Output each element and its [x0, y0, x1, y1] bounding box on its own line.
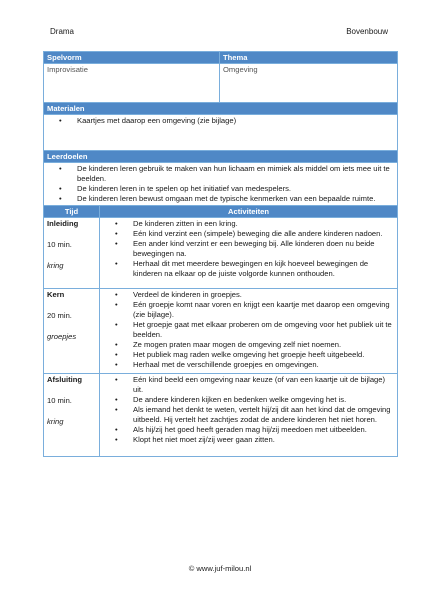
phase-form: kring — [47, 417, 64, 426]
phase-name: Kern — [47, 290, 65, 299]
header-subject: Drama — [50, 27, 75, 36]
phase-duration: 10 min. — [47, 240, 72, 249]
thema-label: Thema — [220, 52, 398, 64]
list-item: • Kaartjes met daarop een omgeving (zie bijlage) — [47, 116, 394, 126]
activity-header-row — [44, 206, 398, 218]
materialen-label: Materialen — [44, 103, 398, 115]
phase-form: groepjes — [47, 332, 77, 341]
list-item: • Herhaal dit met meerdere bewegingen en kijk hoeveel bewegingen de kinderen na elkaar op de juiste volgorde kunnen onthouden. — [103, 259, 394, 279]
list-item: • Herhaal met de verschillende groepjes en omgevingen. — [103, 360, 394, 370]
materialen-list — [47, 116, 394, 126]
spelvorm-value: Improvisatie — [44, 64, 220, 103]
list-item: • Eén groepje komt naar voren en krijgt een kaartje met daarop een omgeving (zie bijlage). — [103, 300, 394, 320]
footer-copyright: © www.juf-milou.nl — [188, 564, 252, 573]
activiteiten-column-header: Activiteiten — [100, 206, 398, 218]
thema-value: Omgeving — [220, 64, 398, 103]
list-item: • De kinderen zitten in een kring. — [103, 219, 394, 229]
phase-row-afsluiting — [44, 374, 398, 457]
list-item: • De andere kinderen kijken en bedenken welke omgeving het is. — [103, 395, 394, 405]
phase-time-cell — [44, 289, 100, 374]
list-item: • Het groepje gaat met elkaar proberen om de omgeving voor het publiek uit te beelden. — [103, 320, 394, 340]
leerdoelen-row — [44, 163, 398, 206]
lesson-plan-table — [43, 51, 398, 457]
phase-time-cell — [44, 218, 100, 289]
spelvorm-thema-header-row — [44, 52, 398, 64]
materialen-row — [44, 115, 398, 151]
phase-row-inleiding — [44, 218, 398, 289]
list-item: • Ze mogen praten maar mogen de omgeving zelf niet noemen. — [103, 340, 394, 350]
list-item: • Eén kind verzint een (simpele) beweging die alle andere kinderen nadoen. — [103, 229, 394, 239]
list-item: • Verdeel de kinderen in groepjes. — [103, 290, 394, 300]
list-item: • Als iemand het denkt te weten, vertelt hij/zij dit aan het kind dat de omgeving uitbeeld. Hij vertelt het zachtjes zodat de andere kinderen het niet horen. — [103, 405, 394, 425]
phase-form: kring — [47, 261, 64, 270]
list-item: • De kinderen leren gebruik te maken van hun lichaam en mimiek als middel om iets mee uit te beelden. — [47, 164, 394, 184]
activity-list — [103, 375, 394, 445]
spelvorm-label: Spelvorm — [44, 52, 220, 64]
list-item: • Als hij/zij het goed heeft geraden mag hij/zij meedoen met uitbeelden. — [103, 425, 394, 435]
leerdoelen-list — [47, 164, 394, 204]
tijd-column-header: Tijd — [44, 206, 100, 218]
phase-name: Afsluiting — [47, 375, 83, 384]
phase-row-kern — [44, 289, 398, 374]
activity-list — [103, 219, 394, 279]
phase-time-cell — [44, 374, 100, 457]
leerdoelen-header-row — [44, 151, 398, 163]
materialen-header-row — [44, 103, 398, 115]
list-item: • Een ander kind verzint er een beweging bij. Alle kinderen doen nu beide bewegingen na. — [103, 239, 394, 259]
list-item: • De kinderen leren in te spelen op het initiatief van medespelers. — [47, 184, 394, 194]
spelvorm-thema-value-row — [44, 64, 398, 103]
header-group: Bovenbouw — [346, 27, 388, 36]
list-item: • Klopt het niet moet zij/zij weer gaan zitten. — [103, 435, 394, 445]
list-item: • Eén kind beeld een omgeving naar keuze (of van een kaartje uit de bijlage) uit. — [103, 375, 394, 395]
list-item: • Het publiek mag raden welke omgeving het groepje heeft uitgebeeld. — [103, 350, 394, 360]
phase-duration: 10 min. — [47, 396, 72, 405]
leerdoelen-label: Leerdoelen — [44, 151, 398, 163]
phase-duration: 20 min. — [47, 311, 72, 320]
list-item: • De kinderen leren bewust omgaan met de typische kenmerken van een bepaalde ruimte. — [47, 194, 394, 204]
phase-name: Inleiding — [47, 219, 79, 228]
activity-list — [103, 290, 394, 370]
